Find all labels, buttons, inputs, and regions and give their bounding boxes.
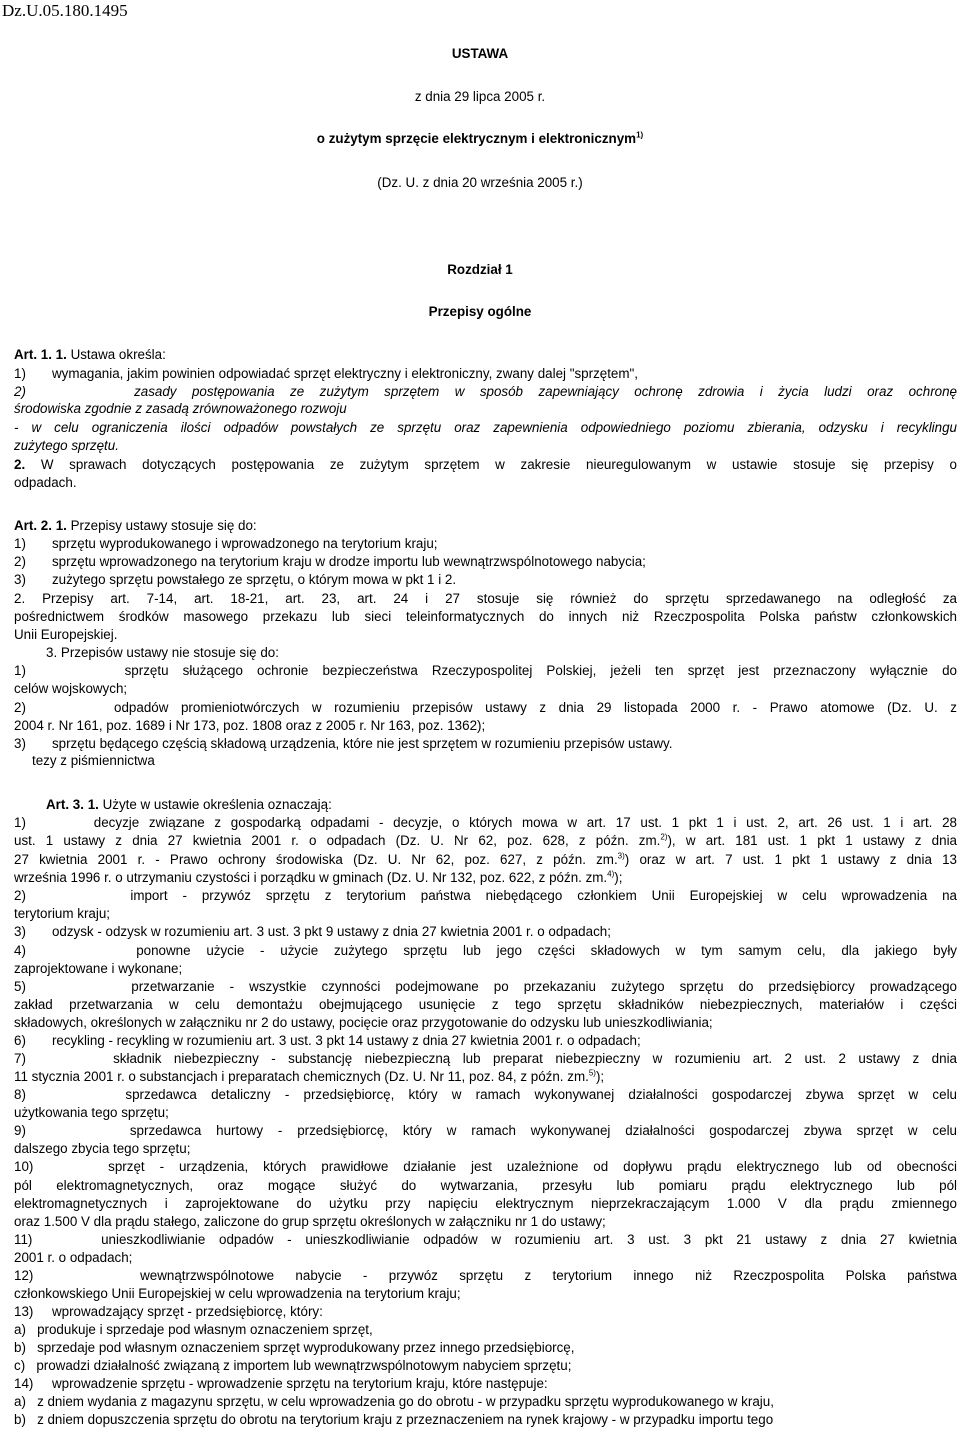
art3-def-8-cont: użytkowania tego sprzętu; (14, 1105, 169, 1120)
act-date: z dnia 29 lipca 2005 r. (414, 89, 546, 104)
art3-def-13-a: a) produkuje i sprzedaje pod własnym oznaczeniem sprzęt, (14, 1322, 373, 1337)
art1-paragraph-2-cont: odpadach. (14, 475, 77, 490)
art2-paragraph-2-cont: pośrednictwem środków masowego przekazu lub sieci teleinformatycznych do innych niż Rzeczpospolita Polska państw członkowskich (14, 609, 957, 624)
article-number: Art. 3. (46, 797, 84, 812)
art3-def-7: 7) składnik niebezpieczny - substancję niebezpieczną lub preparat niebezpieczny w rozumieniu art. 2 ust. 2 ustawy z dnia (14, 1051, 957, 1066)
chapter-title: Rozdział 1 (447, 262, 513, 277)
art1-intro: Art. 1. 1. Ustawa określa: (14, 347, 166, 362)
article-number: Art. 1. 1. (14, 347, 67, 362)
art3-def-13-b: b) sprzedaje pod własnym oznaczeniem sprzęt wyprodukowany przez innego przedsiębiorcę, (14, 1340, 575, 1355)
art3-def-1-end: września 1996 r. o utrzymaniu czystości i porządku w gminach (Dz. U. Nr 132, poz. 622, z późn. zm.$^{4)}$); (14, 869, 623, 885)
art2-exclusion-2-cont: 2004 r. Nr 161, poz. 1689 i Nr 173, poz. 1808 oraz z 2005 r. Nr 163, poz. 1362); (14, 718, 486, 733)
art2-paragraph-2-end: Unii Europejskiej. (14, 627, 118, 642)
art1-item-2: 2) zasady postępowania ze zużytym sprzętem w sposób zapewniający ochronę zdrowia i życia ludzi oraz ochronę (14, 384, 957, 399)
art3-def-14-a: a) z dniem wydania z magazynu sprzętu, w celu wprowadzenia go do obrotu - w przypadku sprzętu wyprodukowanego w kraju, (14, 1394, 774, 1409)
art3-def-2: 2) import - przywóz sprzętu z terytorium państwa niebędącego członkiem Unii Europejskiej w celu wprowadzenia na (14, 888, 957, 903)
art2-exclusion-1: 1) sprzętu służącego ochronie bezpieczeństwa Rzeczypospolitej Polskiej, jeżeli ten sprzęt jest przeznaczony wyłącznie do (14, 663, 957, 678)
art3-intro: Art. 3. 1. Użyte w ustawie określenia oznaczają: (46, 797, 332, 812)
art3-def-13-c: c) prowadzi działalność związaną z importem lub wewnątrzwspólnotowym nabyciem sprzętu; (14, 1358, 572, 1373)
art3-def-4-cont: zaprojektowane i wykonane; (14, 961, 183, 976)
art1-item-3: - w celu ograniczenia ilości odpadów powstałych ze sprzętu oraz zapewnienia odpowiedniego poziomu zbierania, odzysku i recyklingu (14, 420, 957, 435)
art2-paragraph-2: 2. Przepisy art. 7-14, art. 18-21, art. 23, art. 24 i 27 stosuje się również do sprzętu sprzedawanego na odległość za (14, 591, 957, 606)
art3-def-10-cont: pól elektromagnetycznych, oraz mogące służyć do wytwarzania, przesyłu lub pomiaru prądu elektrycznego lub pól (14, 1178, 957, 1193)
art3-def-5-end: składowych, określonych w załączniku nr 2 do ustawy, pocięcie oraz przygotowanie do odzysku lub unieszkodliwiania; (14, 1015, 713, 1030)
art1-paragraph-2: 2. W sprawach dotyczących postępowania ze zużytym sprzętem w zakresie nieuregulowanym w ustawie stosuje się przepisy o (14, 457, 957, 472)
art1-item-1: 1) wymagania, jakim powinien odpowiadać sprzęt elektryczny i elektroniczny, zwany dalej "sprzętem", (14, 366, 639, 381)
art2-exclusion-2: 2) odpadów promieniotwórczych w rozumieniu przepisów ustawy z dnia 29 listopada 2000 r. - Prawo atomowe (Dz. U. z (14, 700, 957, 715)
art3-def-10: 10) sprzęt - urządzenia, których prawidłowe działanie jest uzależnione od dopływu prądu elektrycznego lub od obecności (14, 1159, 957, 1174)
art2-exclusion-1-cont: celów wojskowych; (14, 681, 128, 696)
art3-def-11-cont: 2001 r. o odpadach; (14, 1250, 133, 1265)
art2-item-2: 2) sprzętu wprowadzonego na terytorium kraju w drodze importu lub wewnątrzwspólnotowego nabycia; (14, 554, 646, 569)
art2-paragraph-3: 3. Przepisów ustawy nie stosuje się do: (46, 645, 279, 660)
act-title: USTAWA (451, 46, 509, 61)
art3-def-6: 6) recykling - recykling w rozumieniu art. 3 ust. 3 pkt 14 ustawy z dnia 27 kwietnia 2001 r. o odpadach; (14, 1033, 641, 1048)
article-number: Art. 2. (14, 518, 52, 533)
journal-reference: Dz.U.05.180.1495 (2, 1, 128, 20)
art3-def-12: 12) wewnątrzwspólnotowe nabycie - przywóz sprzętu z terytorium innego niż Rzeczpospolita Polska państwa (14, 1268, 957, 1283)
art3-def-12-cont: członkowskiego Unii Europejskiej w celu wprowadzenia na terytorium kraju; (14, 1286, 461, 1301)
art3-def-1-cont: ust. 1 ustawy z dnia 27 kwietnia 2001 r. o odpadach (Dz. U. Nr 62, poz. 628, z późn. zm.$^{2)}$), w art. 181 ust. 1 pkt 1 ustawy z dnia (14, 832, 957, 848)
art3-def-7-cont: 11 stycznia 2001 r. o substancjach i preparatach chemicznych (Dz. U. Nr 11, poz. 84, z późn. zm.$^{5)}$); (14, 1068, 605, 1084)
art3-def-3: 3) odzysk - odzysk w rozumieniu art. 3 ust. 3 pkt 9 ustawy z dnia 27 kwietnia 2001 r. o odpadach; (14, 924, 611, 939)
act-subject: o zużytym sprzęcie elektrycznym i elektronicznym$^{1)}$ (316, 130, 644, 146)
art2-item-3: 3) zużytego sprzętu powstałego ze sprzętu, o którym mowa w pkt 1 i 2. (14, 572, 457, 587)
art3-def-4: 4) ponowne użycie - użycie zużytego sprzętu lub jego części składowych w tym samym celu, dla jakiego były (14, 943, 957, 958)
art3-def-2-cont: terytorium kraju; (14, 906, 110, 921)
art2-intro: Art. 2. 1. Przepisy ustawy stosuje się do: (14, 518, 257, 533)
art3-def-11: 11) unieszkodliwianie odpadów - unieszkodliwianie odpadów w rozumieniu art. 3 ust. 3 pkt 21 ustawy z dnia 27 kwietnia (14, 1232, 957, 1247)
art1-item-3-cont: zużytego sprzętu. (14, 438, 119, 453)
art3-def-1-cont: 27 kwietnia 2001 r. - Prawo ochrony środowiska (Dz. U. Nr 62, poz. 627, z późn. zm.$^{3)}$) oraz w art. 7 ust. 1 pkt 1 ustawy z dnia 13 (14, 851, 957, 867)
art3-def-1: 1) decyzje związane z gospodarką odpadami - decyzje, o których mowa w art. 17 ust. 1 pkt 1 i ust. 2, art. 26 ust. 1 i art. 28 (14, 815, 957, 830)
art3-def-8: 8) sprzedawca detaliczny - przedsiębiorcę, który w ramach wykonywanej działalności gospodarczej zbywa sprzęt w celu (14, 1087, 957, 1102)
art3-def-9: 9) sprzedawca hurtowy - przedsiębiorcę, który w ramach wykonywanej działalności gospodarczej zbywa sprzęt w celu (14, 1123, 957, 1138)
art3-def-14-b: b) z dniem dopuszczenia sprzętu do obrotu na terytorium kraju z przeznaczeniem na rynek krajowy - w przypadku importu tego (14, 1412, 774, 1427)
art3-def-5: 5) przetwarzanie - wszystkie czynności podejmowane po przekazaniu zużytego sprzętu do przedsiębiorcy prowadzącego (14, 979, 957, 994)
art2-exclusion-3: 3) sprzętu będącego częścią składową urządzenia, które nie jest sprzętem w rozumieniu przepisów ustawy. (14, 736, 673, 751)
art3-def-9-cont: dalszego zbycia tego sprzętu; (14, 1141, 191, 1156)
chapter-name: Przepisy ogólne (428, 304, 532, 319)
art2-item-1: 1) sprzętu wyprodukowanego i wprowadzonego na terytorium kraju; (14, 536, 438, 551)
art3-def-10-end: oraz 1.500 V dla prądu stałego, zaliczone do grup sprzętu określonych w załączniku nr 1 do ustawy; (14, 1214, 606, 1229)
art3-def-5-cont: zakład przetwarzania w celu demontażu obejmującego usunięcie z tego sprzętu składników niebezpiecznych, materiałów i części (14, 997, 957, 1012)
publication-note: (Dz. U. z dnia 20 września 2005 r.) (377, 175, 583, 190)
art1-item-2-cont: środowiska zgodnie z zasadą zrównoważonego rozwoju (14, 401, 347, 416)
art3-def-14: 14) wprowadzenie sprzętu - wprowadzenie sprzętu na terytorium kraju, które następuje: (14, 1376, 548, 1391)
art3-def-13: 13) wprowadzający sprzęt - przedsiębiorcę, który: (14, 1304, 323, 1319)
footnote-ref: 1) (636, 130, 644, 140)
commentary-link[interactable]: tezy z piśmiennictwa (32, 753, 155, 768)
art3-def-10-cont: elektromagnetycznych i zaprojektowane do użytku przy napięciu elektrycznym nieprzekraczającym 1.000 V dla prądu zmiennego (14, 1196, 957, 1211)
